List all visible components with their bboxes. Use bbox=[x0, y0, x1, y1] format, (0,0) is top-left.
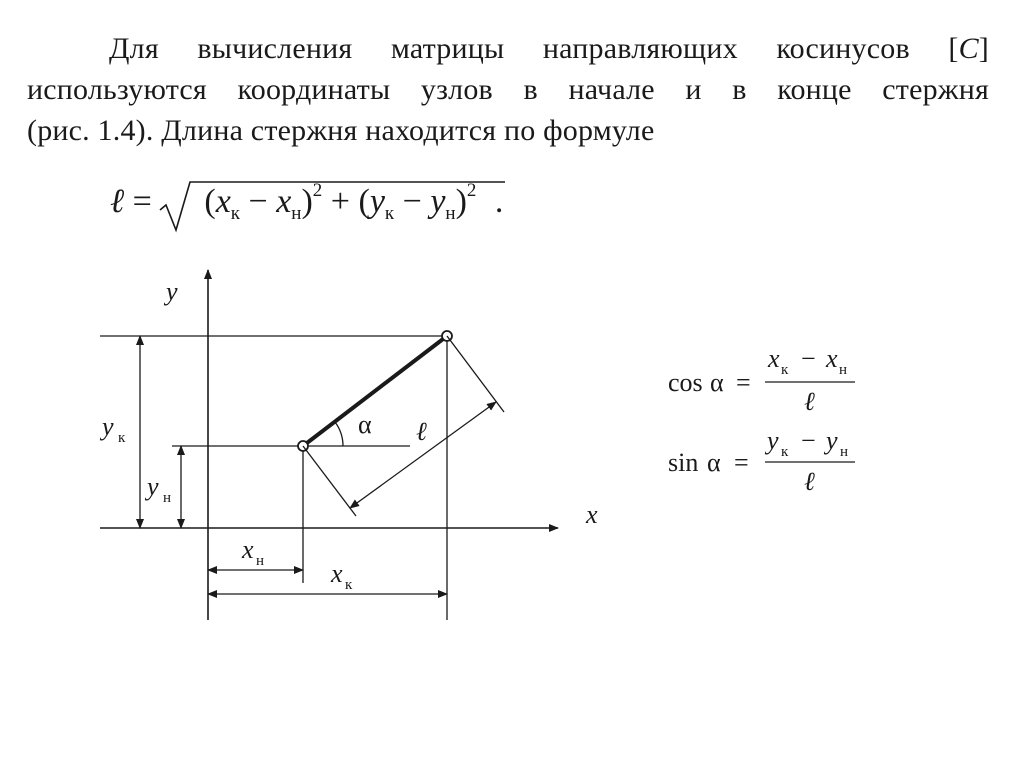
formula-equals: = bbox=[132, 183, 152, 220]
yn-label: y bbox=[147, 472, 159, 501]
formula-y-start: y bbox=[430, 183, 446, 220]
yk-label: y bbox=[102, 412, 114, 441]
formula-length-symbol: ℓ bbox=[110, 183, 125, 220]
angle-label: α bbox=[358, 410, 372, 439]
angle-arc bbox=[335, 422, 343, 446]
length-extension-end bbox=[447, 336, 504, 412]
sin-fn: sin bbox=[668, 448, 699, 477]
cos-angle: α bbox=[710, 368, 724, 397]
cos-num-sub-n: н bbox=[839, 362, 848, 378]
paragraph-line-1-bracket: ] bbox=[978, 32, 989, 65]
formula-open-paren-2: ( bbox=[358, 183, 370, 220]
cos-num-x-end: x bbox=[768, 344, 780, 373]
sin-num-sub-n: н bbox=[840, 444, 849, 460]
formula-period: . bbox=[494, 183, 504, 220]
sqrt-sign bbox=[160, 182, 505, 230]
cos-num-sub-k: к bbox=[781, 362, 789, 378]
formula-exp-1: 2 bbox=[312, 180, 323, 201]
length-extension-start bbox=[303, 446, 356, 516]
sin-angle: α bbox=[707, 448, 721, 477]
paragraph-line-3: (рис. 1.4). Длина стержня находится по формуле bbox=[27, 114, 655, 147]
formula-x-end: x bbox=[215, 183, 231, 220]
sin-num-y-start: y bbox=[826, 426, 838, 455]
sin-num-y-end: y bbox=[767, 426, 779, 455]
formula-sub-k-2: к bbox=[384, 203, 395, 224]
xn-label-sub: н bbox=[256, 553, 265, 569]
length-label: ℓ bbox=[416, 417, 427, 446]
formula-x-start: x bbox=[276, 183, 292, 220]
sin-equals: = bbox=[734, 448, 749, 477]
yk-label-sub: к bbox=[118, 430, 126, 446]
sin-num-minus: − bbox=[801, 426, 816, 455]
paragraph-line-1-text: Для вычисления матрицы направляющих косинусов [ bbox=[109, 32, 959, 65]
cos-equals: = bbox=[736, 368, 751, 397]
formula-exp-2: 2 bbox=[466, 180, 477, 201]
yn-label-sub: н bbox=[163, 490, 172, 506]
formula-minus-1: − bbox=[248, 183, 268, 220]
formula-sub-k-1: к bbox=[230, 203, 241, 224]
y-axis-label: y bbox=[166, 277, 178, 306]
cos-fn: cos bbox=[668, 368, 703, 397]
x-axis-label: x bbox=[586, 500, 598, 529]
formula-sub-n-1: н bbox=[291, 203, 302, 224]
formula-plus: + bbox=[330, 183, 350, 220]
formula-y-end: y bbox=[369, 183, 385, 220]
paragraph-line-2: используются координаты узлов в начале и в конце стержня bbox=[27, 73, 989, 106]
xk-label: x bbox=[331, 559, 343, 588]
formula-sub-n-2: н bbox=[445, 203, 456, 224]
formula-close-paren-1: ) bbox=[301, 183, 313, 220]
sin-num-sub-k: к bbox=[781, 444, 789, 460]
formula-open-paren-1: ( bbox=[204, 183, 216, 220]
cos-den: ℓ bbox=[804, 387, 815, 416]
cos-num-x-start: x bbox=[826, 344, 838, 373]
matrix-c-symbol: C bbox=[958, 32, 979, 65]
formula-close-paren-2: ) bbox=[455, 183, 467, 220]
formula-minus-2: − bbox=[402, 183, 422, 220]
xn-label: x bbox=[242, 535, 254, 564]
sin-den: ℓ bbox=[804, 467, 815, 496]
xk-label-sub: к bbox=[345, 577, 353, 593]
cos-num-minus: − bbox=[801, 344, 816, 373]
